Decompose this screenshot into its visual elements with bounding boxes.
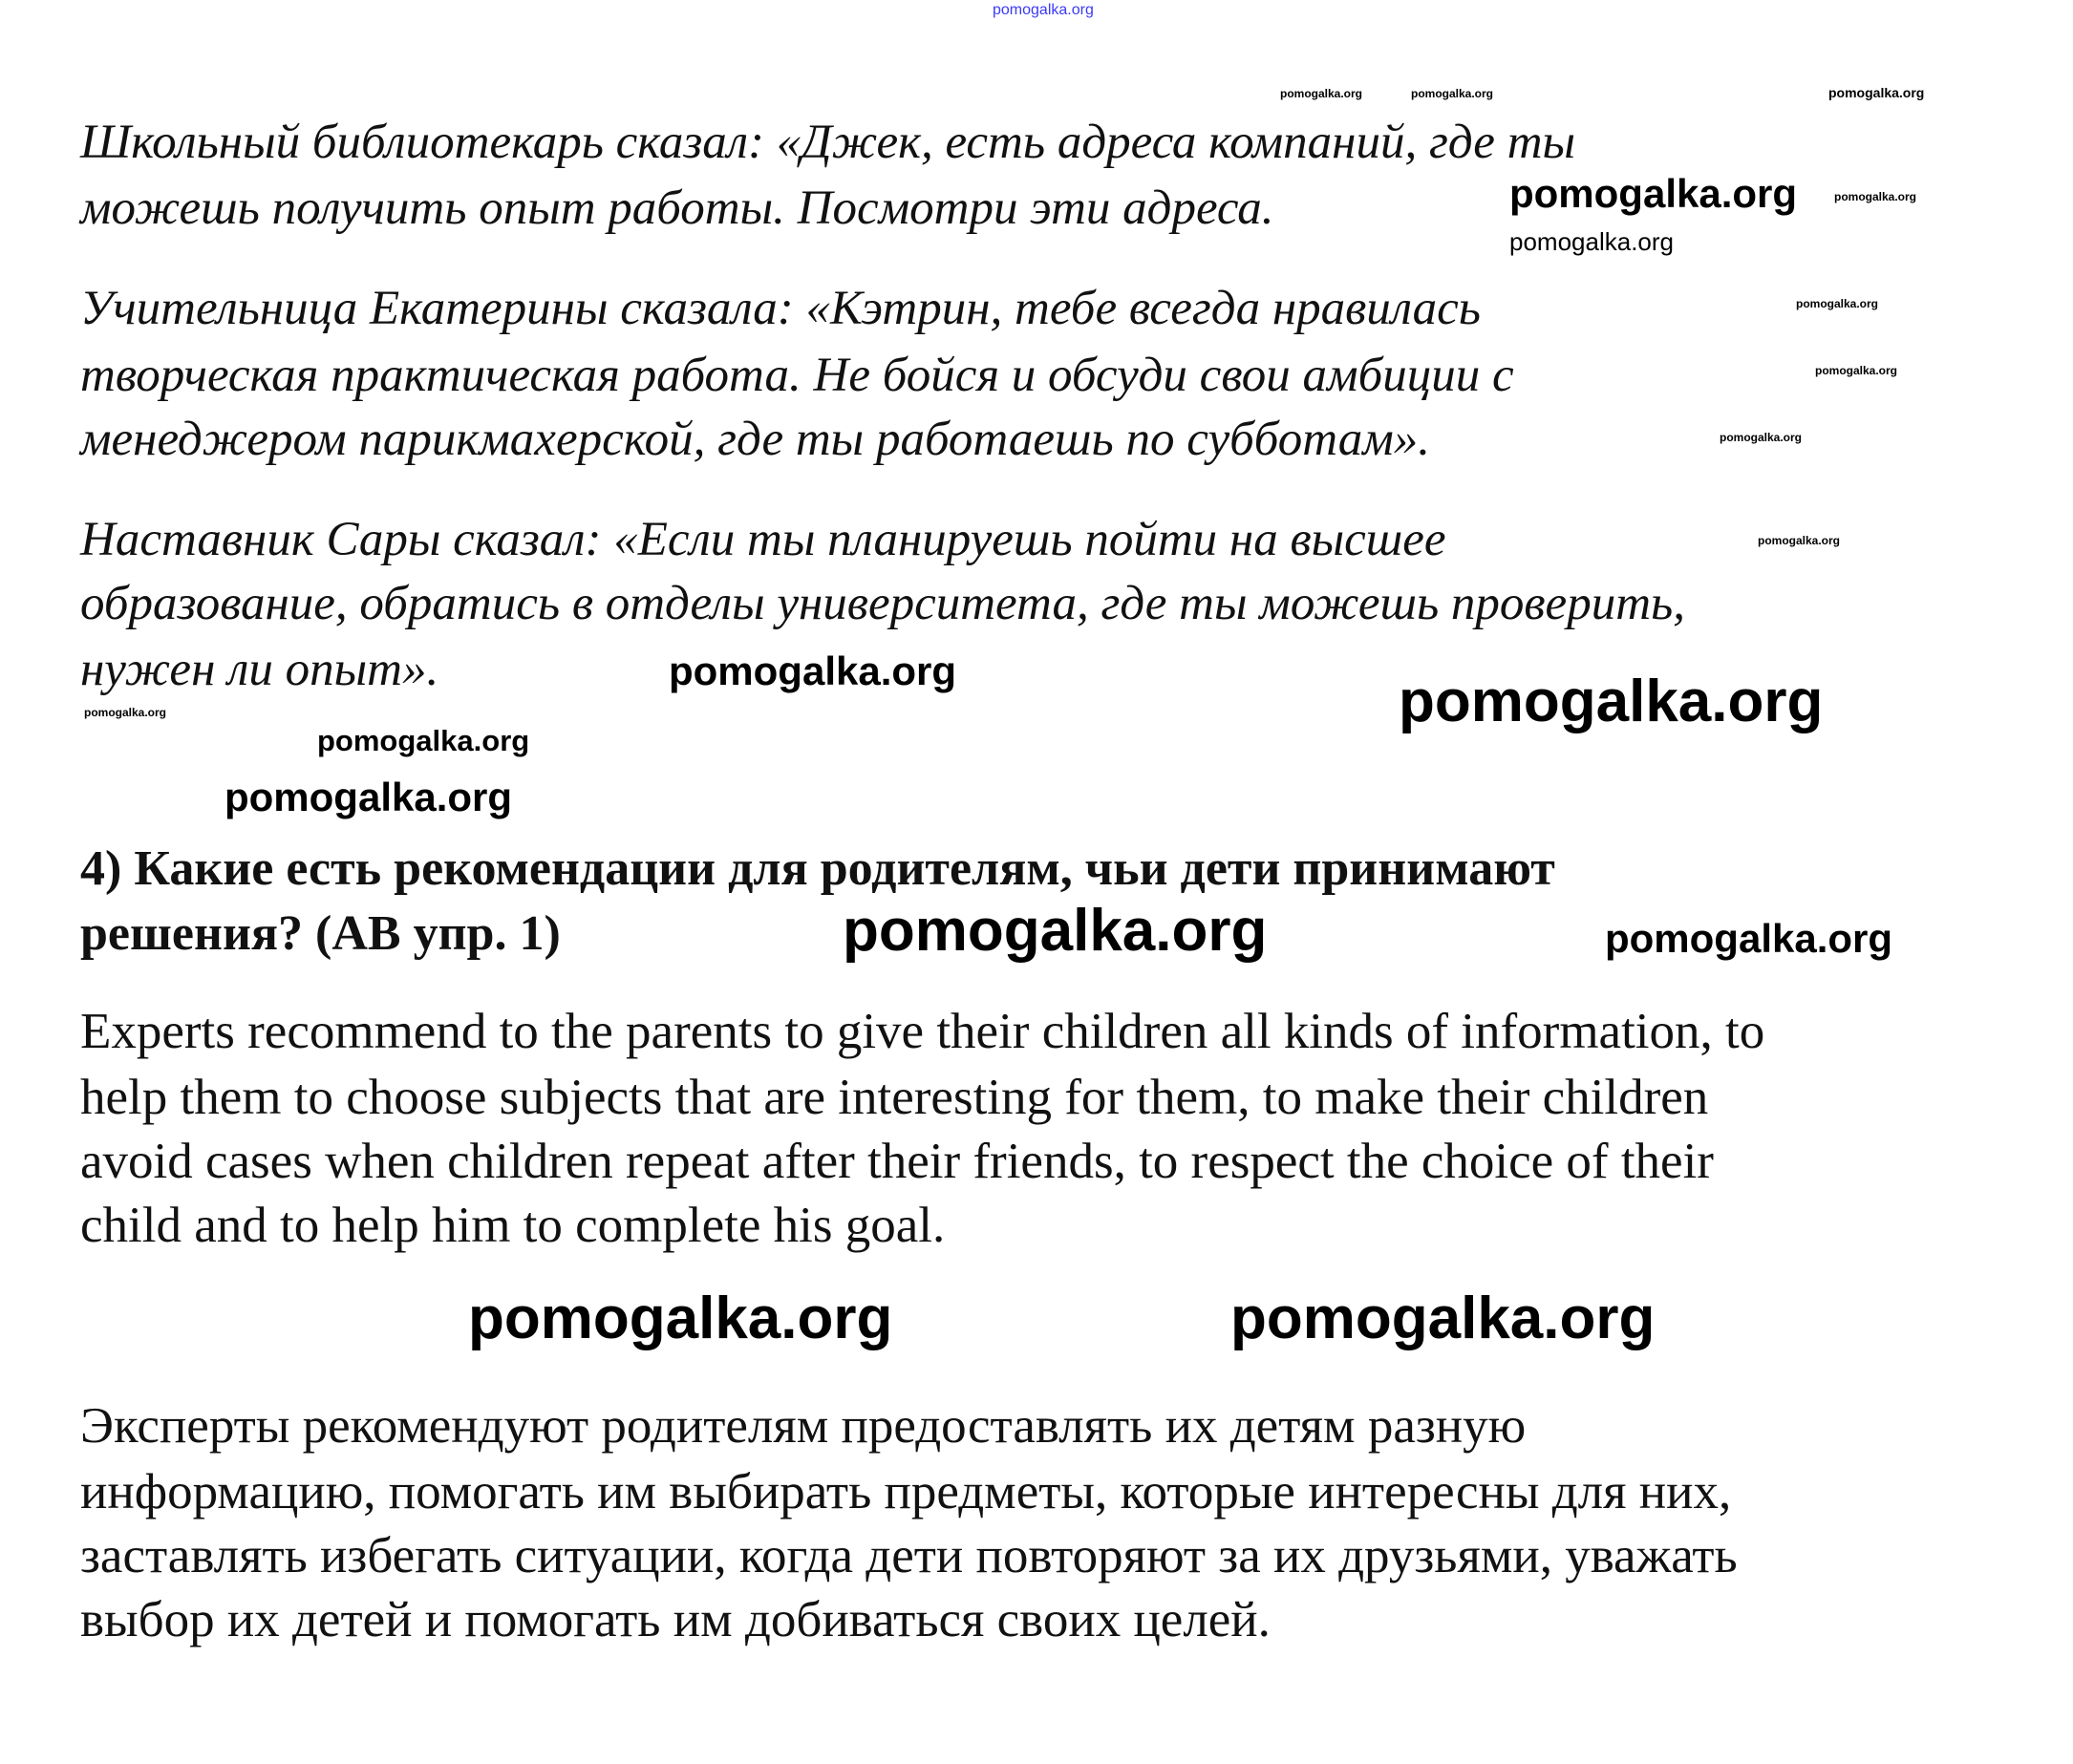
watermark: pomogalka.org: [1758, 534, 1841, 547]
answer-line: выбор их детей и помогать им добиваться своих целей.: [80, 1592, 1271, 1647]
question-line: 4) Какие есть рекомендации для родителям, чьи дети принимают: [80, 841, 1555, 896]
quote-line: Наставник Сары сказал: «Если ты планируешь пойти на высшее: [80, 513, 1446, 566]
question-line: решения? (AB упр. 1): [80, 906, 561, 961]
answer-line: avoid cases when children repeat after their friends, to respect the choice of their: [80, 1134, 1714, 1189]
watermark: pomogalka.org: [84, 706, 167, 719]
answer-line: child and to help him to complete his goal.: [80, 1198, 946, 1253]
watermark: pomogalka.org: [843, 898, 1268, 964]
answer-line: заставлять избегать ситуации, когда дети повторяют за их друзьями, уважать: [80, 1528, 1738, 1583]
watermark: pomogalka.org: [1834, 190, 1917, 203]
quote-line: Школьный библиотекарь сказал: «Джек, есть адреса компаний, где ты: [80, 116, 1576, 169]
quote-line: менеджером парикмахерской, где ты работаешь по субботам».: [80, 413, 1431, 466]
watermark: pomogalka.org: [1720, 431, 1803, 444]
watermark: pomogalka.org: [1230, 1286, 1656, 1351]
watermark: pomogalka.org: [1796, 297, 1879, 310]
watermark: pomogalka.org: [1399, 669, 1824, 734]
watermark: pomogalka.org: [1411, 87, 1494, 100]
watermark: pomogalka.org: [1815, 364, 1898, 377]
top-watermark-link[interactable]: pomogalka.org: [993, 2, 1094, 18]
watermark: pomogalka.org: [317, 724, 530, 757]
watermark: pomogalka.org: [1828, 85, 1925, 100]
watermark: pomogalka.org: [669, 648, 957, 693]
watermark: pomogalka.org: [1509, 227, 1674, 256]
answer-line: Эксперты рекомендуют родителям предоставлять их детям разную: [80, 1398, 1527, 1454]
answer-line: информацию, помогать им выбирать предметы, которые интересны для них,: [80, 1464, 1732, 1520]
watermark: pomogalka.org: [1280, 87, 1363, 100]
answer-line: Experts recommend to the parents to give their children all kinds of information, to: [80, 1004, 1765, 1059]
quote-line: творческая практическая работа. Не бойся и обсуди свои амбиции с: [80, 349, 1514, 402]
watermark: pomogalka.org: [1605, 916, 1893, 961]
quote-line: Учительница Екатерины сказала: «Кэтрин, тебе всегда нравилась: [80, 282, 1482, 335]
quote-line: образование, обратись в отделы университета, где ты можешь проверить,: [80, 577, 1685, 630]
watermark: pomogalka.org: [224, 775, 513, 819]
quote-line: можешь получить опыт работы. Посмотри эти адреса.: [80, 181, 1274, 235]
watermark: pomogalka.org: [1509, 171, 1798, 216]
quote-line: нужен ли опыт».: [80, 643, 439, 696]
answer-line: help them to choose subjects that are interesting for them, to make their children: [80, 1070, 1709, 1125]
watermark: pomogalka.org: [468, 1286, 893, 1351]
